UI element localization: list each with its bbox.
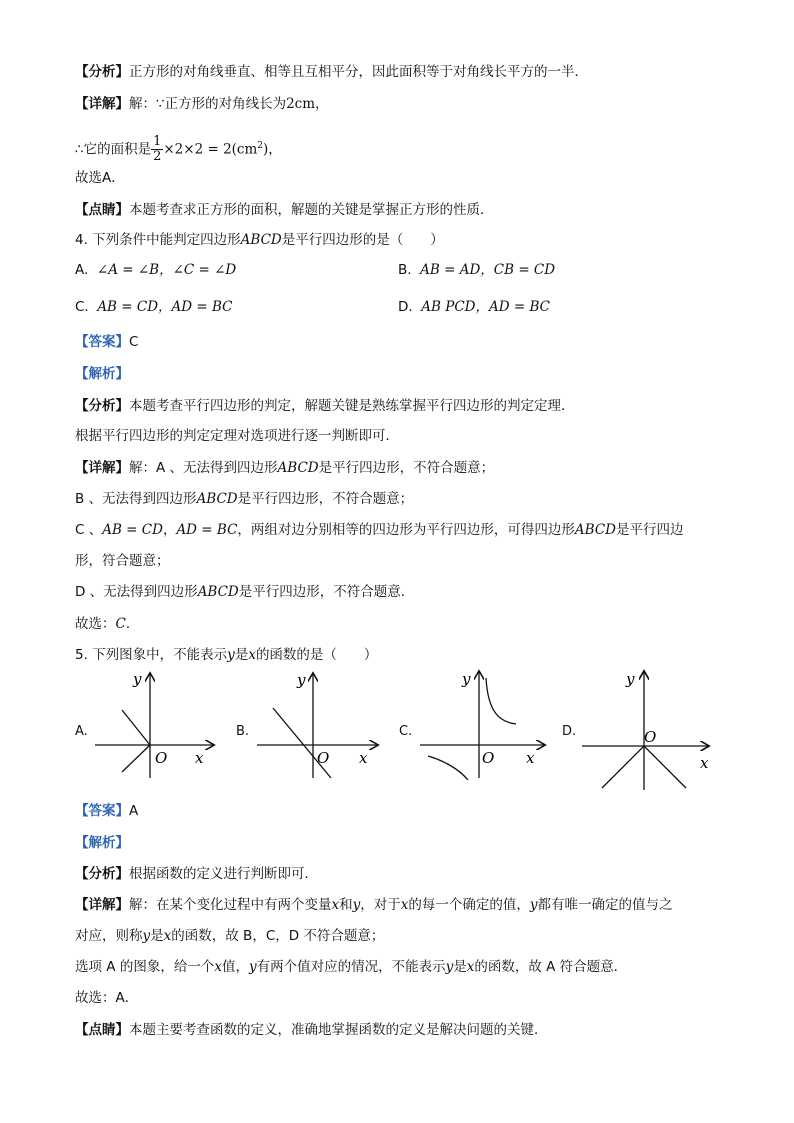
graph-d-left-ray [602, 746, 644, 788]
q4-option-c: C. AB = CD，AD = BC [75, 299, 233, 315]
y-axis-label: y [462, 670, 471, 688]
q5-choose: 故选：A． [75, 990, 139, 1006]
x-axis-label: x [700, 754, 709, 772]
q4-answer: 【答案】C [75, 334, 139, 350]
q5-jiexi: 【解析】 [75, 835, 129, 851]
q4-choose: 故选：C． [75, 616, 140, 632]
graph-d-right-ray [644, 746, 686, 788]
q4-analysis: 【分析】本题考查平行四边形的判定，解题关键是熟练掌握平行四边形的判定定理． [75, 398, 575, 414]
graph-b-label: B. [236, 724, 250, 739]
q4-detail-3: C 、AB = CD，AD = BC，两组对边分别相等的四边形为平行四边形，可得四边形ABCD是平行四边 [75, 522, 684, 538]
fraction-one-half: $\frac{1}{2}$ [153, 134, 162, 164]
q3-choose: 故选A． [75, 170, 125, 186]
y-axis-label: y [297, 671, 306, 689]
y-axis-label: y [133, 670, 142, 688]
origin-label: O [482, 749, 495, 767]
graph-d [580, 668, 714, 792]
graph-a-lower-ray [122, 745, 150, 772]
x-axis-label: x [195, 749, 204, 767]
q3-detail-line2: ∴它的面积是 $\frac{1}{2}$ $\times 2\times 2 = 2(cm^2)$， [75, 134, 282, 164]
q5-detail-2: 对应，则称y是x的函数，故 B，C，D 不符合题意； [75, 928, 385, 944]
q5-detail-3: 选项 A 的图象，给一个x值，y有两个值对应的情况，不能表示y是x的函数，故 A 符合题意． [75, 959, 628, 975]
x-axis-label: x [359, 749, 368, 767]
q3-analysis: 【分析】正方形的对角线垂直、相等且互相平分，因此面积等于对角线长平方的一半． [75, 64, 588, 80]
graph-c [418, 668, 550, 780]
graph-c-label: C. [399, 724, 413, 739]
graph-a-upper-ray [122, 710, 150, 745]
origin-label: O [317, 749, 330, 767]
q3-detail-line1: 【详解】解：∵正方形的对角线长为2cm， [75, 96, 329, 112]
q4-option-a: A. ∠A = ∠B，∠C = ∠D [75, 262, 237, 278]
q4-jiexi: 【解析】 [75, 366, 129, 382]
graph-b-line [273, 708, 331, 778]
because-symbol: ∵ [156, 96, 165, 112]
q4-detail-3-cont: 形，符合题意； [75, 553, 170, 569]
x-axis-label: x [526, 749, 535, 767]
q4-option-b: B. AB = AD，CB = CD [398, 262, 556, 278]
q5-detail-1: 【详解】解：在某个变化过程中有两个变量x和y，对于x的每一个确定的值，y都有唯一确定的值与之 [75, 897, 673, 913]
q3-comment: 【点睛】本题考查求正方形的面积，解题的关键是掌握正方形的性质． [75, 202, 494, 218]
graph-a [95, 668, 225, 780]
graph-c-lower-branch [428, 756, 468, 780]
therefore-symbol: ∴ [75, 141, 84, 158]
q4-option-d: D. AB PCD，AD = BC [398, 299, 550, 315]
q5-analysis: 【分析】根据函数的定义进行判断即可． [75, 866, 318, 882]
q4-detail-2: B 、无法得到四边形ABCD是平行四边形，不符合题意； [75, 491, 414, 507]
graph-b [255, 668, 385, 780]
q5-stem: 5. 下列图象中，不能表示y是x的函数的是（ ） [75, 647, 378, 663]
graph-c-upper-branch [486, 678, 516, 724]
origin-label: O [644, 728, 657, 746]
q4-detail-4: D 、无法得到四边形ABCD是平行四边形，不符合题意． [75, 584, 415, 600]
origin-label: O [155, 749, 168, 767]
q4-analysis-2: 根据平行四边形的判定定理对选项进行逐一判断即可． [75, 428, 399, 444]
graph-a-label: A. [75, 724, 88, 739]
q4-stem: 4. 下列条件中能判定四边形ABCD是平行四边形的是（ ） [75, 232, 444, 248]
q5-comment: 【点睛】本题主要考查函数的定义，准确地掌握函数的定义是解决问题的关键． [75, 1022, 548, 1038]
y-axis-label: y [626, 670, 635, 688]
q4-detail-1: 【详解】解：A 、无法得到四边形ABCD是平行四边形，不符合题意； [75, 460, 495, 476]
graph-d-label: D. [562, 724, 577, 739]
q5-answer: 【答案】A [75, 803, 139, 819]
